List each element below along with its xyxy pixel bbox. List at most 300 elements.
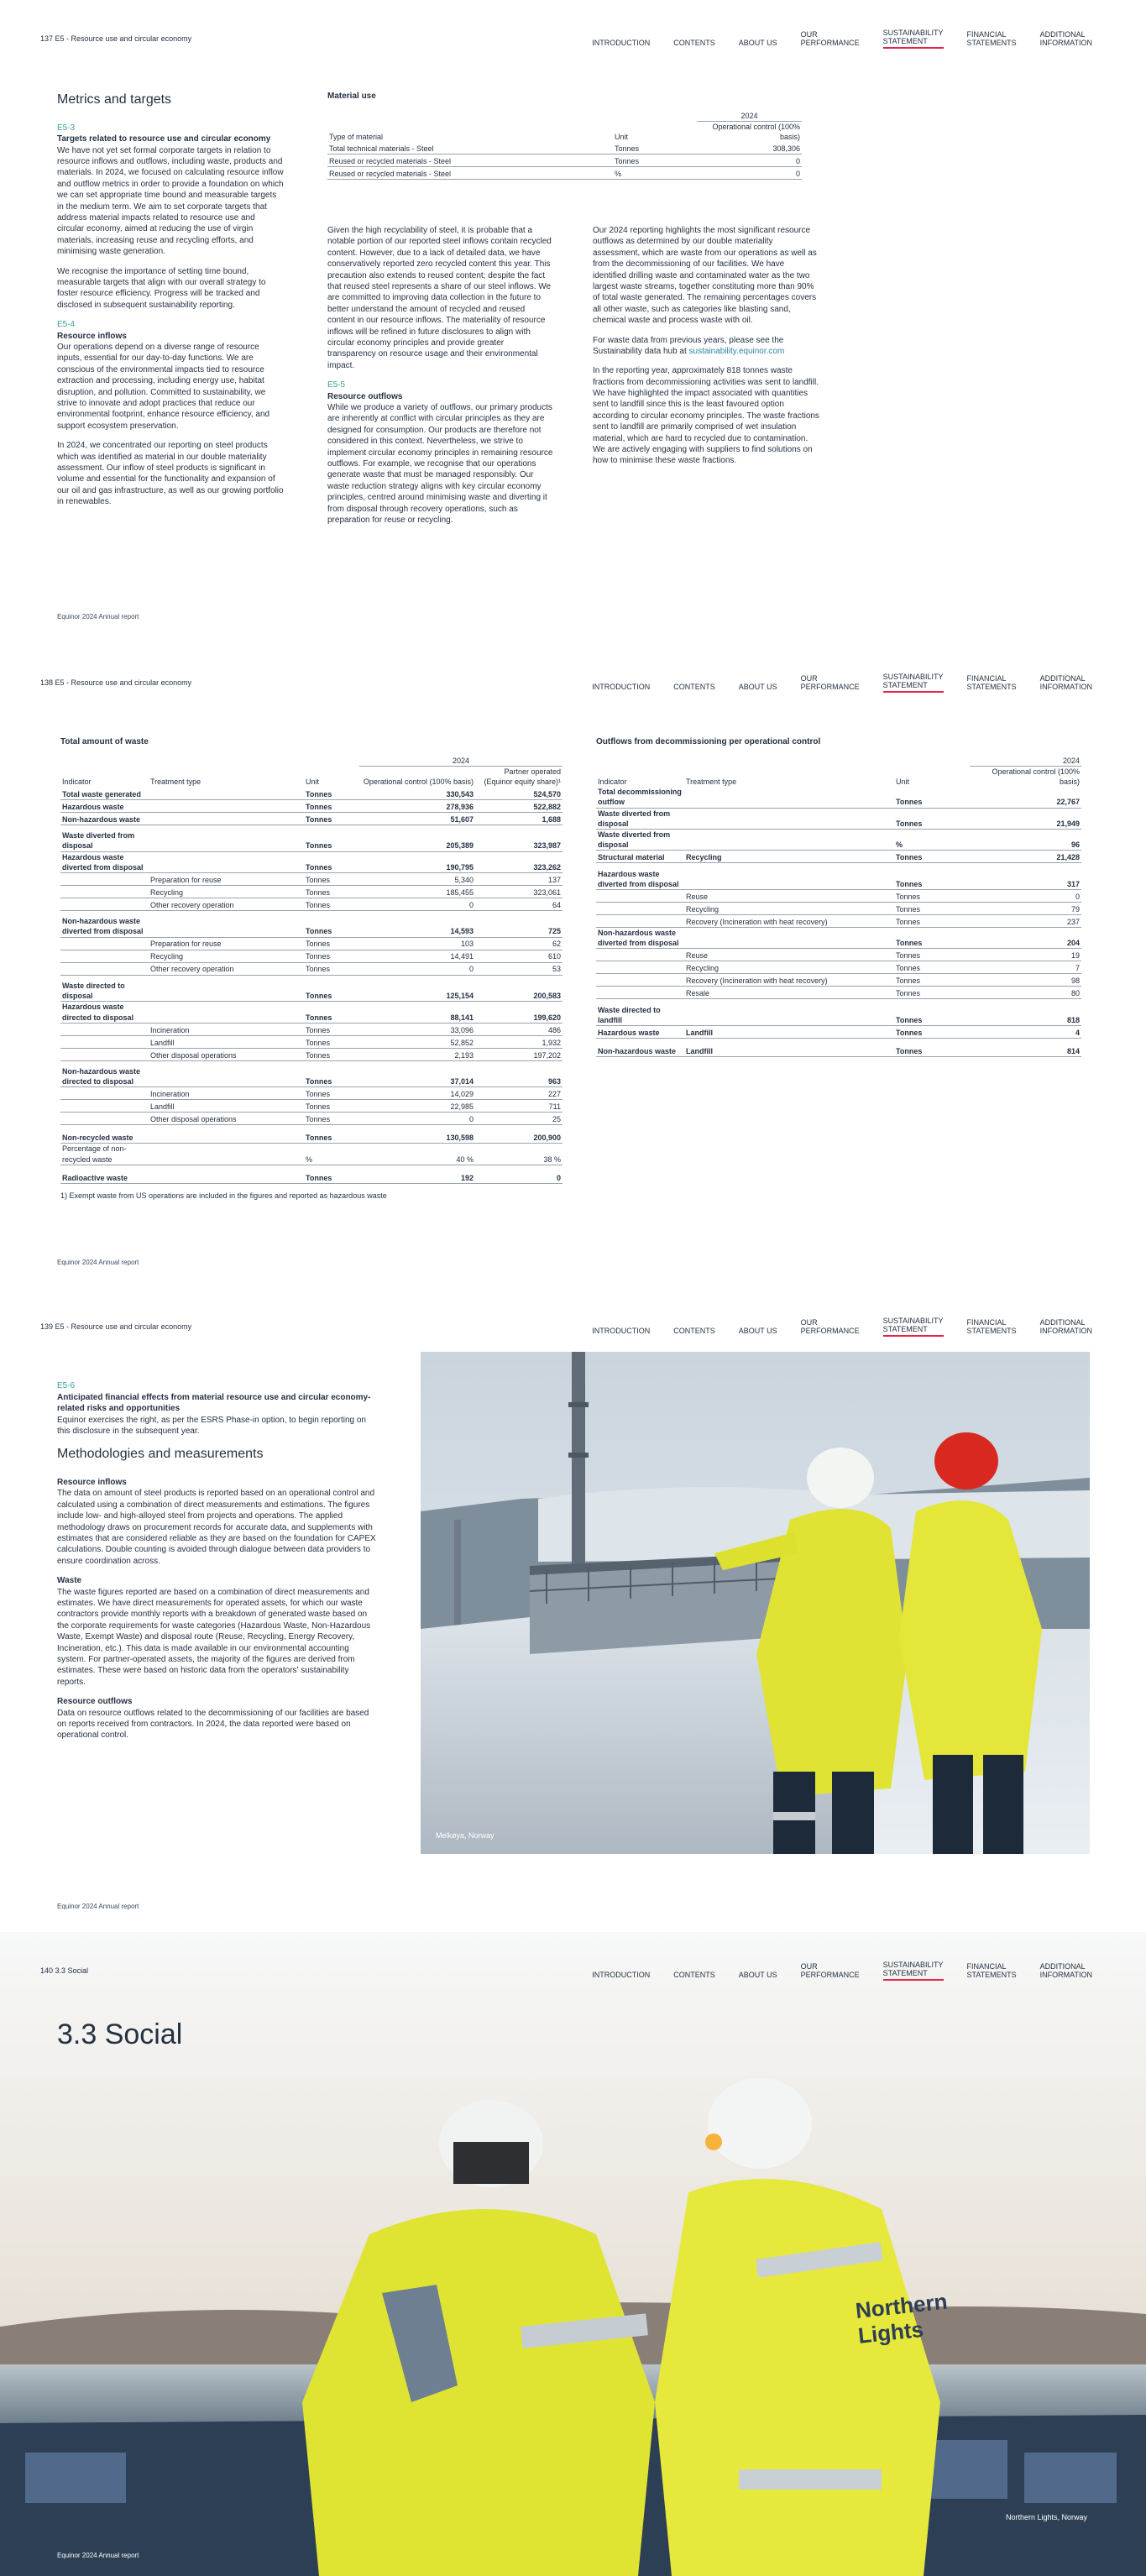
cell (684, 1005, 894, 1026)
table-row (596, 949, 1081, 961)
table-row (60, 851, 563, 872)
table-row (60, 1113, 563, 1125)
paragraph: Our operations depend on a diverse range of resource inputs, essential for our day-to-day functions. We are conscious of the environmental impacts tied to resource extraction and processing, including energy use, habitat disruption, and pollution. Committed to sustainability, we strive to innovate and adopt practices that reduce our environmental footprint, enhance resource efficiency, and support ecosystem preservation. (57, 343, 270, 431)
disclosure-code: E5-4 (57, 320, 76, 330)
cell: 725 (475, 916, 563, 937)
cell (596, 961, 684, 974)
cell: Other disposal operations (149, 1048, 304, 1060)
cell: 814 (970, 1044, 1081, 1056)
row-spacer (60, 1165, 563, 1170)
cell: Waste diverted from disposal (60, 830, 149, 851)
cell: Tonnes (613, 142, 697, 154)
cell: Resale (684, 987, 894, 999)
table-row (596, 787, 1081, 808)
cell: 205,389 (359, 830, 475, 851)
section-heading: Metrics and targets (57, 92, 172, 107)
nav-financial-statements[interactable]: FINANCIAL STATEMENTS (966, 674, 1017, 691)
cell: Tonnes (304, 812, 359, 825)
cell: Tonnes (304, 1170, 359, 1183)
middle-column (327, 225, 554, 534)
cell: Other recovery operation (149, 962, 304, 975)
cell: Tonnes (894, 974, 970, 987)
row-spacer (60, 1125, 563, 1131)
cell: Structural material (596, 851, 684, 863)
spacer (596, 1038, 1081, 1044)
cell: 1,932 (475, 1035, 563, 1048)
section-heading: Methodologies and measurements (57, 1447, 264, 1462)
cell: Tonnes (894, 949, 970, 961)
paragraph: Equinor exercises the right, as per the ESRS Phase-in option, to begin reporting on this disclosure in the subsequent year. (57, 1415, 366, 1436)
nav-additional-information[interactable]: ADDITIONAL INFORMATION (1039, 30, 1092, 47)
table-row (60, 1144, 563, 1165)
text: For waste data from previous years, please see the Sustainability data hub at (593, 335, 784, 356)
cell: Other disposal operations (149, 1113, 304, 1125)
nav-sustainability-statement[interactable]: SUSTAINABILITY STATEMENT (883, 29, 944, 49)
cell: Tonnes (304, 1131, 359, 1144)
table-row (596, 987, 1081, 999)
cell: Tonnes (304, 950, 359, 962)
cell: Tonnes (894, 851, 970, 863)
cell: Non-hazardous waste diverted from disposal (60, 916, 149, 937)
table-row (60, 898, 563, 910)
footer: Equinor 2024 Annual report (57, 1259, 139, 1266)
cell: Preparation for reuse (149, 937, 304, 950)
nav-sustainability-statement[interactable]: SUSTAINABILITY STATEMENT (883, 673, 944, 693)
cell: Tonnes (894, 808, 970, 829)
paragraph: Data on resource outflows related to the decommissioning of our facilities are based on reports received from contractors. In 2024, the data reported were based on operational control. (57, 1708, 369, 1741)
cell: Recycling (149, 950, 304, 962)
cell (596, 914, 684, 927)
cell (60, 1100, 149, 1113)
cell: 963 (475, 1066, 563, 1087)
cell: 125,154 (359, 981, 475, 1002)
page-138 (0, 644, 1146, 1288)
cell (596, 974, 684, 987)
cell: Reuse (684, 889, 894, 902)
cell (149, 1170, 304, 1183)
cell: Landfill (149, 1100, 304, 1113)
cell (684, 808, 894, 829)
year-header: 2024 (359, 755, 563, 767)
page-header (40, 1961, 1092, 1982)
cell (60, 898, 149, 910)
page-137 (0, 0, 1146, 644)
table-row (327, 142, 802, 154)
cell: 38 % (475, 1144, 563, 1165)
table-row (60, 1170, 563, 1183)
cell: 14,593 (359, 916, 475, 937)
nav-introduction[interactable]: INTRODUCTION (592, 38, 651, 47)
cell: Recovery (Incineration with heat recovery) (684, 974, 894, 987)
cell (596, 902, 684, 914)
cell: 21,949 (970, 808, 1081, 829)
cell: Tonnes (304, 830, 359, 851)
table-row (596, 902, 1081, 914)
cell (684, 927, 894, 948)
cell: Recycling (149, 885, 304, 898)
cell: Hazardous waste diverted from disposal (60, 851, 149, 872)
nav-additional-information[interactable]: ADDITIONAL INFORMATION (1039, 1962, 1092, 1979)
cell: Reused or recycled materials - Steel (327, 154, 613, 167)
nav-about-us[interactable]: ABOUT US (738, 682, 777, 691)
cell: 323,061 (475, 885, 563, 898)
cell: Tonnes (894, 987, 970, 999)
cell: 22,767 (970, 787, 1081, 808)
cell (149, 787, 304, 799)
cell (149, 916, 304, 937)
column-header: Treatment type (686, 778, 737, 787)
cell: Tonnes (894, 1005, 970, 1026)
column-header: Type of material (329, 132, 384, 141)
spacer (60, 1060, 563, 1066)
cell: 0 (970, 889, 1081, 902)
cell: 7 (970, 961, 1081, 974)
table-row (60, 872, 563, 885)
cell: Percentage of non-recycled waste (60, 1144, 149, 1165)
cell (684, 829, 894, 850)
page-139 (0, 1288, 1146, 1932)
column-header: Operational control (100% basis) (992, 767, 1080, 787)
nav-about-us[interactable]: ABOUT US (738, 1970, 777, 1979)
nav-contents[interactable]: CONTENTS (673, 1970, 715, 1979)
cell: 62 (475, 937, 563, 950)
decommissioning-table-body (596, 787, 1081, 1056)
cell: Waste diverted from disposal (596, 829, 684, 850)
column-header: Operational control (100% basis) (712, 122, 800, 141)
table-row (327, 167, 802, 180)
table-row (596, 1025, 1081, 1038)
cell: 0 (359, 962, 475, 975)
table-row (596, 1044, 1081, 1056)
column-header: Unit (896, 778, 910, 787)
paragraph (593, 335, 819, 358)
table-row (60, 799, 563, 812)
table-row (60, 885, 563, 898)
cell: 79 (970, 902, 1081, 914)
cell: 98 (970, 974, 1081, 987)
disclosure-title: Resource inflows (57, 331, 127, 341)
cell: 37,014 (359, 1066, 475, 1087)
cell (60, 950, 149, 962)
cell: Non-hazardous waste (60, 812, 149, 825)
cell: 200,583 (475, 981, 563, 1002)
cell: 137 (475, 872, 563, 885)
row-spacer (596, 863, 1081, 869)
spacer (596, 999, 1081, 1005)
column-header: Partner operated (Equinor equity share)¹ (484, 767, 561, 787)
cell: 96 (970, 829, 1081, 850)
top-nav (568, 29, 1092, 49)
table-row (60, 950, 563, 962)
footer: Equinor 2024 Annual report (57, 613, 139, 620)
cell (60, 1113, 149, 1125)
cell: 25 (475, 1113, 563, 1125)
photo-caption: Melkøya, Norway (436, 1830, 495, 1840)
cell (60, 962, 149, 975)
spacer (60, 910, 563, 916)
cell: 711 (475, 1100, 563, 1113)
cell: 22,985 (359, 1100, 475, 1113)
cell: Landfill (149, 1035, 304, 1048)
nav-additional-information[interactable]: ADDITIONAL INFORMATION (1039, 674, 1092, 691)
cell: 0 (697, 154, 802, 167)
table-row (60, 1048, 563, 1060)
disclosure-code: E5-6 (57, 1381, 76, 1390)
cell: 103 (359, 937, 475, 950)
cell: 227 (475, 1087, 563, 1100)
cell: Tonnes (894, 914, 970, 927)
nav-introduction[interactable]: INTRODUCTION (592, 1970, 651, 1979)
row-spacer (596, 1038, 1081, 1044)
nav-about-us[interactable]: ABOUT US (738, 38, 777, 47)
cell: Non-hazardous waste directed to disposal (60, 1066, 149, 1087)
table-row (596, 1005, 1081, 1026)
cell: 200,900 (475, 1131, 563, 1144)
cell (149, 1066, 304, 1087)
cell: 5,340 (359, 872, 475, 885)
material-use-table (327, 111, 802, 181)
cell: Recovery (Incineration with heat recovery) (684, 914, 894, 927)
cell: 317 (970, 869, 1081, 890)
cell: 323,262 (475, 851, 563, 872)
row-spacer (60, 1060, 563, 1066)
cell: Tonnes (304, 1087, 359, 1100)
cell (684, 787, 894, 808)
paragraph: Given the high recyclability of steel, it is probable that a notable portion of our reported steel inflows contain recycled content. However, due to a lack of detailed data, we have conservatively reported zero recycled content this year. This precaution also extends to reused content; despite the fact that reused steel represents a share of our steel inflows. We are committed to improving data collection in the future to better understand the amount of recycled and reused content in our resource inflows. The materiality of resource inflows will be refined in future disclosures to align with circular economy principles and provide greater transparency on resource usage and their environmental impact. (327, 226, 552, 370)
table-title: Total amount of waste (60, 737, 149, 746)
table-row (596, 961, 1081, 974)
cell: 330,543 (359, 787, 475, 799)
cell: Other recovery operation (149, 898, 304, 910)
disclosure-title: Anticipated financial effects from material resource use and circular economy-related risks and opportunities (57, 1392, 371, 1413)
nav-additional-information[interactable]: ADDITIONAL INFORMATION (1039, 1318, 1092, 1335)
cell: Tonnes (304, 1023, 359, 1035)
cell: 190,795 (359, 851, 475, 872)
cell (596, 987, 684, 999)
cell: Tonnes (304, 872, 359, 885)
paragraph: Our 2024 reporting highlights the most significant resource outflows as determined by our double materiality assessment, which are waste from our operations as well as from the decommissioning of our facilities. We have identified drilling waste and contaminated water as the two largest waste streams, together constituting more than 90% of total waste generated. The remaining percentages covers all other waste, such as categories like blasting sand, chemical waste and process waste with oil. (593, 226, 817, 326)
cell (149, 799, 304, 812)
nav-sustainability-statement[interactable]: SUSTAINABILITY STATEMENT (883, 1317, 944, 1337)
top-nav (568, 1317, 1092, 1337)
paragraph: The data on amount of steel products is reported based on an operational control and calculated using a combination of direct measurements and estimations. The figures include low- and high-alloyed steel from projects and operations. The applied methodology draws on procurement records for accurate data, and supplements with estimates that are considered reliable as they are based on the foundation for CAPEX calculations. Double counting is avoided through dialogue between data providers to ensure coordination across. (57, 1489, 376, 1566)
disclosure-code: E5-3 (57, 123, 76, 133)
paragraph: While we produce a variety of outflows, our primary products are inherently at conflict with circular principles as they are designed for consumption. Our products are therefore not considered in this context. Nevertheless, we strive to implement circular economy principles in remaining resource outflows. For example, we recognise that our operations generate waste that must be managed responsibly. Our waste reduction strategy aligns with key circular economy principles, centred around minimising waste and diverting it from disposal through recovery operations, such as preparation for reuse or recycling. (327, 403, 553, 525)
row-spacer (60, 910, 563, 916)
cell (596, 889, 684, 902)
table-row (60, 1100, 563, 1113)
year-header: 2024 (970, 755, 1081, 767)
cell: Total decommissioning outflow (596, 787, 684, 808)
cell: 0 (475, 1170, 563, 1183)
cell: 4 (970, 1025, 1081, 1038)
cell: Total waste generated (60, 787, 149, 799)
photo-workers-at-plant (421, 1352, 1090, 1854)
nav-our-performance[interactable]: OUR PERFORMANCE (800, 30, 860, 47)
cell: Tonnes (894, 869, 970, 890)
table-row (60, 830, 563, 851)
cell: Tonnes (304, 1048, 359, 1060)
cell: 14,029 (359, 1087, 475, 1100)
cell: % (613, 167, 697, 180)
footer: Equinor 2024 Annual report (57, 1903, 139, 1910)
cell: Non-hazardous waste (596, 1044, 684, 1056)
cell: Tonnes (304, 787, 359, 799)
cell: 323,987 (475, 830, 563, 851)
table-row (60, 937, 563, 950)
cell: 185,455 (359, 885, 475, 898)
cell (149, 830, 304, 851)
subsection-title: Resource outflows (57, 1697, 133, 1707)
nav-about-us[interactable]: ABOUT US (738, 1326, 777, 1335)
top-nav (568, 1961, 1092, 1981)
cell: 2,193 (359, 1048, 475, 1060)
cell: Hazardous waste (596, 1025, 684, 1038)
cell (149, 1144, 304, 1165)
cell: Tonnes (304, 851, 359, 872)
paragraph: The waste figures reported are based on a combination of direct measurements and estimates. We have direct measurements for operated assets, for which our waste contractors provide monthly reports with a breakdown of generated waste based on the corporate requirements for waste categories (Hazardous Waste, Non-Hazardous Waste, Exempt Waste) and disposal route (Reuse, Recycling, Energy Recovery, Incineration, etc.). This data is made available in our environmental accounting system. For partner-operated assets, the majority of the figures are derived from estimates. These were based on historic data from the operators' sustainability reports. (57, 1587, 371, 1687)
total-waste-table (60, 755, 563, 1184)
cell: 19 (970, 949, 1081, 961)
cell: Tonnes (894, 1044, 970, 1056)
cell (149, 981, 304, 1002)
cell: 197,202 (475, 1048, 563, 1060)
cell: Incineration (149, 1023, 304, 1035)
table-row (60, 812, 563, 825)
cell: Tonnes (304, 1035, 359, 1048)
cell: 14,491 (359, 950, 475, 962)
waste-table-block (60, 736, 563, 1201)
cell: Tonnes (304, 1066, 359, 1087)
jacket-logo-text: NorthernLights (854, 2288, 949, 2348)
table-row (596, 889, 1081, 902)
cell: Tonnes (894, 889, 970, 902)
cell (149, 1002, 304, 1023)
row-spacer (60, 975, 563, 981)
methodology-column (57, 1380, 376, 1750)
cell: Tonnes (304, 1002, 359, 1023)
cell: Tonnes (304, 799, 359, 812)
nav-financial-statements[interactable]: FINANCIAL STATEMENTS (966, 1318, 1017, 1335)
cell: Reuse (684, 949, 894, 961)
cell: 64 (475, 898, 563, 910)
cell: Tonnes (304, 962, 359, 975)
cell (149, 1131, 304, 1144)
paragraph: In the reporting year, approximately 818 tonnes waste fractions from decommissioning activities was sent to landfill. We have highlighted the impact associated with quantities sent to landfill since this is the least favoured option according to circular economy principles. The waste fractions sent to landfill are primarily comprised of wet insulation material, which are hard to recycled due to contamination. We are actively engaging with suppliers to find solutions on how to minimise these waste fractions. (593, 366, 819, 466)
cell: 818 (970, 1005, 1081, 1026)
cell: 130,598 (359, 1131, 475, 1144)
nav-contents[interactable]: CONTENTS (673, 1326, 715, 1335)
nav-financial-statements[interactable]: FINANCIAL STATEMENTS (966, 1962, 1017, 1979)
page-header (40, 1317, 1092, 1338)
cell: Tonnes (894, 1025, 970, 1038)
cell: 204 (970, 927, 1081, 948)
cell: Tonnes (304, 1113, 359, 1125)
page-header (40, 673, 1092, 694)
row-spacer (596, 999, 1081, 1005)
table-title: Outflows from decommissioning per operational control (596, 737, 821, 746)
decommissioning-table (596, 755, 1081, 1057)
subsection-title: Resource inflows (57, 1477, 127, 1487)
cell: Tonnes (304, 916, 359, 937)
cell: 52,852 (359, 1035, 475, 1048)
cell: 522,882 (475, 799, 563, 812)
nav-our-performance[interactable]: OUR PERFORMANCE (800, 1962, 860, 1979)
table-row (596, 974, 1081, 987)
sustainability-data-hub-link[interactable]: sustainability.equinor.com (688, 346, 785, 356)
table-row (327, 154, 802, 167)
nav-contents[interactable]: CONTENTS (673, 682, 715, 691)
cell: Tonnes (894, 787, 970, 808)
nav-introduction[interactable]: INTRODUCTION (592, 682, 651, 691)
cell: 308,306 (697, 142, 802, 154)
spacer (60, 1125, 563, 1131)
table-row (60, 1087, 563, 1100)
table-row (596, 829, 1081, 850)
cell: 51,607 (359, 812, 475, 825)
table-title: Material use (327, 92, 376, 101)
cell: 88,141 (359, 1002, 475, 1023)
row-spacer (60, 825, 563, 830)
cell: Recycling (684, 851, 894, 863)
spacer (596, 863, 1081, 869)
top-nav (568, 673, 1092, 693)
column-header: Unit (306, 778, 320, 787)
cell: Waste diverted from disposal (596, 808, 684, 829)
cell: Incineration (149, 1087, 304, 1100)
table-row (60, 1035, 563, 1048)
nav-contents[interactable]: CONTENTS (673, 38, 715, 47)
nav-our-performance[interactable]: OUR PERFORMANCE (800, 674, 860, 691)
spacer (60, 1165, 563, 1170)
photo-caption: Northern Lights, Norway (1005, 2512, 1087, 2521)
cell: 524,570 (475, 787, 563, 799)
cell: 486 (475, 1023, 563, 1035)
cell: 0 (359, 898, 475, 910)
cell: Recycling (684, 902, 894, 914)
column-header: Treatment type (150, 778, 201, 787)
cell: Tonnes (304, 1100, 359, 1113)
cell: Hazardous waste directed to disposal (60, 1002, 149, 1023)
nav-introduction[interactable]: INTRODUCTION (592, 1326, 651, 1335)
cell: 0 (359, 1113, 475, 1125)
footer: Equinor 2024 Annual report (57, 2552, 139, 2559)
column-header: Indicator (598, 778, 627, 787)
cell: % (304, 1144, 359, 1165)
cell: 33,096 (359, 1023, 475, 1035)
nav-sustainability-statement[interactable]: SUSTAINABILITY STATEMENT (883, 1961, 944, 1981)
breadcrumb: 138 E5 - Resource use and circular economy (40, 678, 192, 687)
cell: 237 (970, 914, 1081, 927)
nav-financial-statements[interactable]: FINANCIAL STATEMENTS (966, 30, 1017, 47)
table-row (60, 916, 563, 937)
cell: Reused or recycled materials - Steel (327, 167, 613, 180)
page-140 (0, 1932, 1146, 2576)
cell: % (894, 829, 970, 850)
table-footnote: 1) Exempt waste from US operations are included in the figures and reported as hazardous waste (60, 1191, 387, 1200)
cell: Tonnes (613, 154, 697, 167)
table-row (596, 869, 1081, 890)
right-column (593, 225, 819, 475)
spacer (60, 975, 563, 981)
cell: 40 % (359, 1144, 475, 1165)
nav-our-performance[interactable]: OUR PERFORMANCE (800, 1318, 860, 1335)
table-row (60, 981, 563, 1002)
table-row (60, 1002, 563, 1023)
cell: Landfill (684, 1044, 894, 1056)
cell: Hazardous waste (60, 799, 149, 812)
cell: 0 (697, 167, 802, 180)
